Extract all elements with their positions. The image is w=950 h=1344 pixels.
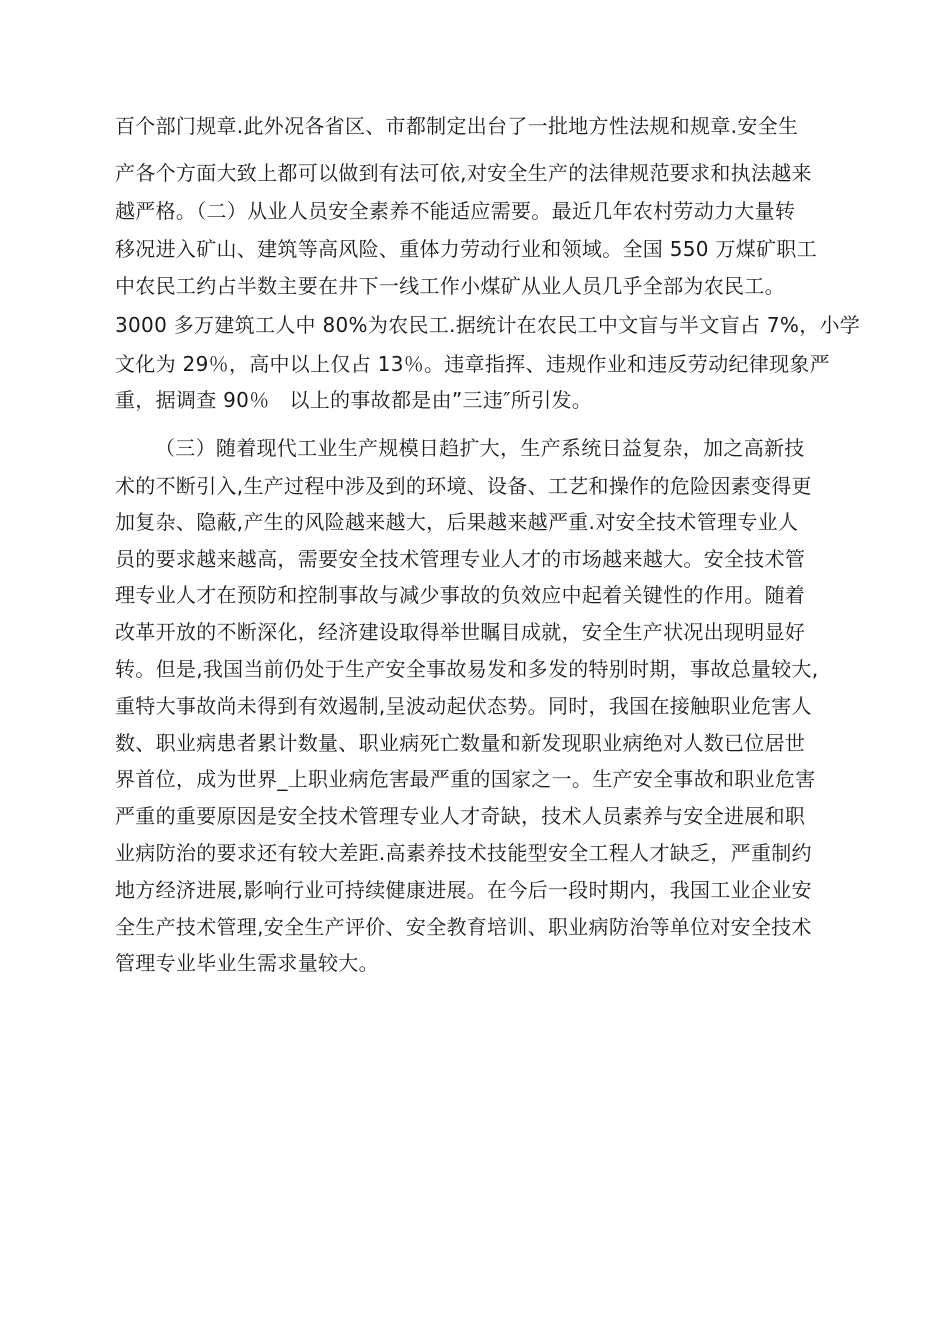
text-line: （三）随着现代工业生产规模日趋扩大，生产系统日益复杂，加之高新技 <box>155 436 805 460</box>
text-line: 界首位，成为世界_上职业病危害最严重的国家之一。生产安全事故和职业危害 <box>115 767 816 791</box>
text-line: 产各个方面大致上都可以做到有法可依,对安全生产的法律规范要求和执法越来 <box>115 161 812 185</box>
text-line: 中农民工约占半数主要在井下一线工作小煤矿从业人员几乎全部为农民工。 <box>115 274 785 298</box>
text-line: 加复杂、隐蔽,产生的风险越来越大，后果越来越严重.对安全技术管理专业人 <box>115 510 799 534</box>
text-line: 全生产技术管理,安全生产评价、安全教育培训、职业病防治等单位对安全技术 <box>115 915 812 939</box>
text-line: 重特大事故尚未得到有效遏制,呈波动起伏态势。同时，我国在接触职业危害人 <box>115 694 812 718</box>
text-line: 百个部门规章.此外况各省区、市都制定出台了一批地方性法规和规章.安全生 <box>115 114 799 138</box>
text-line: 重，据调查 90％ 以上的事故都是由”三违″所引发。 <box>115 388 593 412</box>
text-line: 改革开放的不断深化，经济建设取得举世瞩目成就，安全生产状况出现明显好 <box>115 620 806 644</box>
text-line: 地方经济进展,影响行业可持续健康进展。在今后一段时期内，我国工业企业安 <box>115 878 812 902</box>
text-line: 移况进入矿山、建筑等高风险、重体力劳动行业和领域。全国 550 万煤矿职工 <box>115 237 817 261</box>
text-line: 术的不断引入,生产过程中涉及到的环境、设备、工艺和操作的危险因素变得更 <box>115 474 812 498</box>
text-line: 严重的重要原因是安全技术管理专业人才奇缺，技术人员素养与安全进展和职 <box>115 804 806 828</box>
text-line: 3000 多万建筑工人中 80%为农民工.据统计在农民工中文盲与半文盲占 7%，小学 <box>115 313 861 337</box>
text-line: 业病防治的要求还有较大差距.高素养技术技能型安全工程人才缺乏，严重制约 <box>115 841 812 865</box>
text-line: 数、职业病患者累计数量、职业病死亡数量和新发现职业病绝对人数已位居世 <box>115 731 806 755</box>
text-line: 文化为 29％，高中以上仅占 13％。违章指挥、违规作业和违反劳动纪律现象严 <box>115 352 831 376</box>
text-line: 转。但是,我国当前仍处于生产安全事故易发和多发的特别时期，事故总量较大, <box>115 657 819 681</box>
text-line: 管理专业毕业生需求量较大。 <box>115 951 379 975</box>
text-line: 理专业人才在预防和控制事故与减少事故的负效应中起着关键性的作用。随着 <box>115 583 806 607</box>
text-line: 越严格。（二）从业人员安全素养不能适应需要。最近几年农村劳动力大量转 <box>115 199 796 223</box>
text-line: 员的要求越来越高，需要安全技术管理专业人才的市场越来越大。安全技术管 <box>115 547 806 571</box>
